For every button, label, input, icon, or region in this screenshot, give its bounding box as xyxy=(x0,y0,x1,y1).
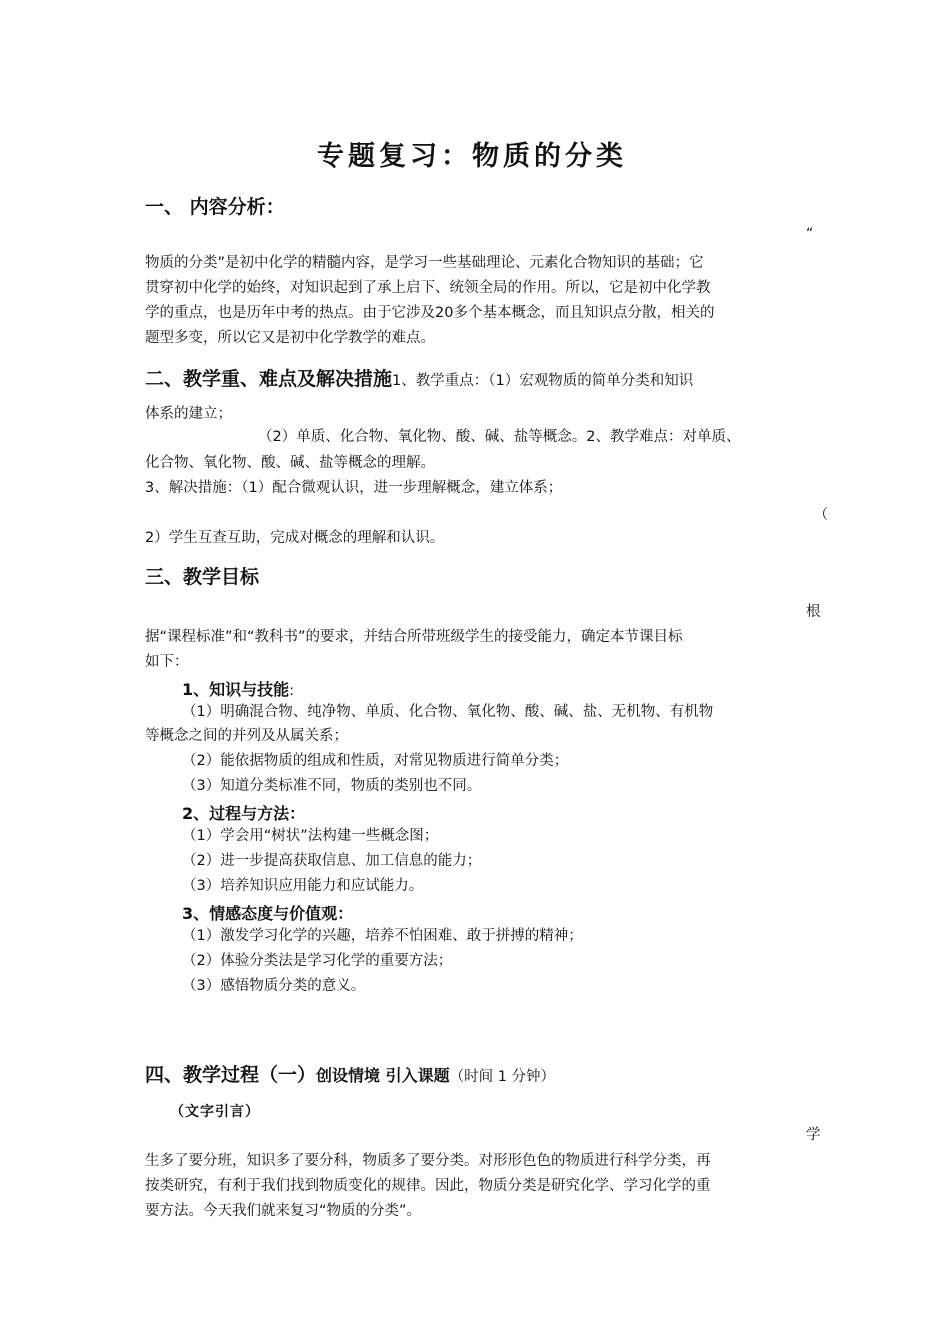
section-2-line: 2）学生互查互助，完成对概念的理解和认识。 xyxy=(145,530,445,546)
section-2-line: 化合物、氧化物、酸、碱、盐等概念的理解。 xyxy=(145,455,435,471)
section-2-heading-tail: 1、教学重点：（1）宏观物质的简单分类和知识 xyxy=(392,373,694,389)
section-1-heading: 一、 内容分析： xyxy=(145,196,285,218)
section-2-heading: 二、教学重、难点及解决措施 xyxy=(145,368,393,390)
page-title: 专题复习：物质的分类 xyxy=(317,141,627,172)
section-4-float-char: 学 xyxy=(806,1127,821,1143)
knowledge-heading-line xyxy=(182,677,294,700)
process-item: （3）培养知识应用能力和应试能力。 xyxy=(182,878,424,894)
knowledge-item: （1）明确混合物、纯净物、单质、化合物、氧化物、酸、碱、盐、无机物、有机物 xyxy=(182,704,714,720)
section-3-intro-line: 据“课程标准”和“教科书”的要求，并结合所带班级学生的接受能力，确定本节课目标 xyxy=(145,629,683,645)
section-2-line: （2）单质、化合物、氧化物、酸、碱、盐等概念。2、教学难点：对单质、 xyxy=(258,429,741,445)
section-4-heading: 四、教学过程（一） xyxy=(145,1064,317,1086)
section-2-heading-line xyxy=(145,364,693,391)
section-3-float-char: 根 xyxy=(806,604,821,620)
process-item: （1）学会用“树状”法构建一些概念图； xyxy=(182,828,439,844)
section-1-quote-mark: “ xyxy=(806,226,814,242)
section-2-line: 3、解决措施：（1）配合微观认识，进一步理解概念，建立体系； xyxy=(145,480,563,496)
section-4-subheading: 创设情境 引入课题 xyxy=(316,1066,450,1085)
emotion-item: （2）体验分类法是学习化学的重要方法； xyxy=(182,953,453,969)
section-4-line: 按类研究，有利于我们找到物质变化的规律。因此，物质分类是研究化学、学习化学的重 xyxy=(145,1178,711,1194)
knowledge-heading: 1、知识与技能 xyxy=(182,680,290,699)
knowledge-heading-colon: : xyxy=(289,683,295,699)
section-1-line: 物质的分类”是初中化学的精髓内容，是学习一些基础理论、元素化合物知识的基础；它 xyxy=(145,255,704,271)
section-1-line: 贯穿初中化学的始终，对知识起到了承上启下、统领全局的作用。所以，它是初中化学教 xyxy=(145,280,711,296)
section-3-heading: 三、教学目标 xyxy=(145,566,260,588)
section-2-paren: （ xyxy=(814,507,828,523)
section-4-heading-line xyxy=(145,1060,555,1087)
knowledge-item: 等概念之间的并列及从属关系； xyxy=(145,728,348,744)
section-1-line: 学的重点，也是历年中考的热点。由于它涉及20多个基本概念，而且知识点分散，相关的 xyxy=(145,305,715,321)
section-4-line: 生多了要分班，知识多了要分科，物质多了要分类。对形形色色的物质进行科学分类，再 xyxy=(145,1153,711,1169)
knowledge-item: （2）能依据物质的组成和性质，对常见物质进行简单分类； xyxy=(182,753,569,769)
emotion-item: （3）感悟物质分类的意义。 xyxy=(182,978,366,994)
emotion-item: （1）激发学习化学的兴趣，培养不怕困难、敢于拼搏的精神； xyxy=(182,928,583,944)
section-4-line: 要方法。今天我们就来复习“物质的分类”。 xyxy=(145,1203,422,1219)
section-4-time: （时间 1 分钟） xyxy=(449,1069,556,1085)
section-4-lead: （文字引言） xyxy=(170,1104,260,1120)
process-heading: 2、过程与方法： xyxy=(182,804,306,823)
section-1-line: 题型多变，所以它又是初中化学教学的难点。 xyxy=(145,330,435,346)
emotion-heading: 3、情感态度与价值观： xyxy=(182,904,354,923)
section-2-line: 体系的建立； xyxy=(145,406,232,422)
process-item: （2）进一步提高获取信息、加工信息的能力； xyxy=(182,853,482,869)
section-3-intro-line: 如下： xyxy=(145,654,189,670)
knowledge-item: （3）知道分类标准不同，物质的类别也不同。 xyxy=(182,778,482,794)
